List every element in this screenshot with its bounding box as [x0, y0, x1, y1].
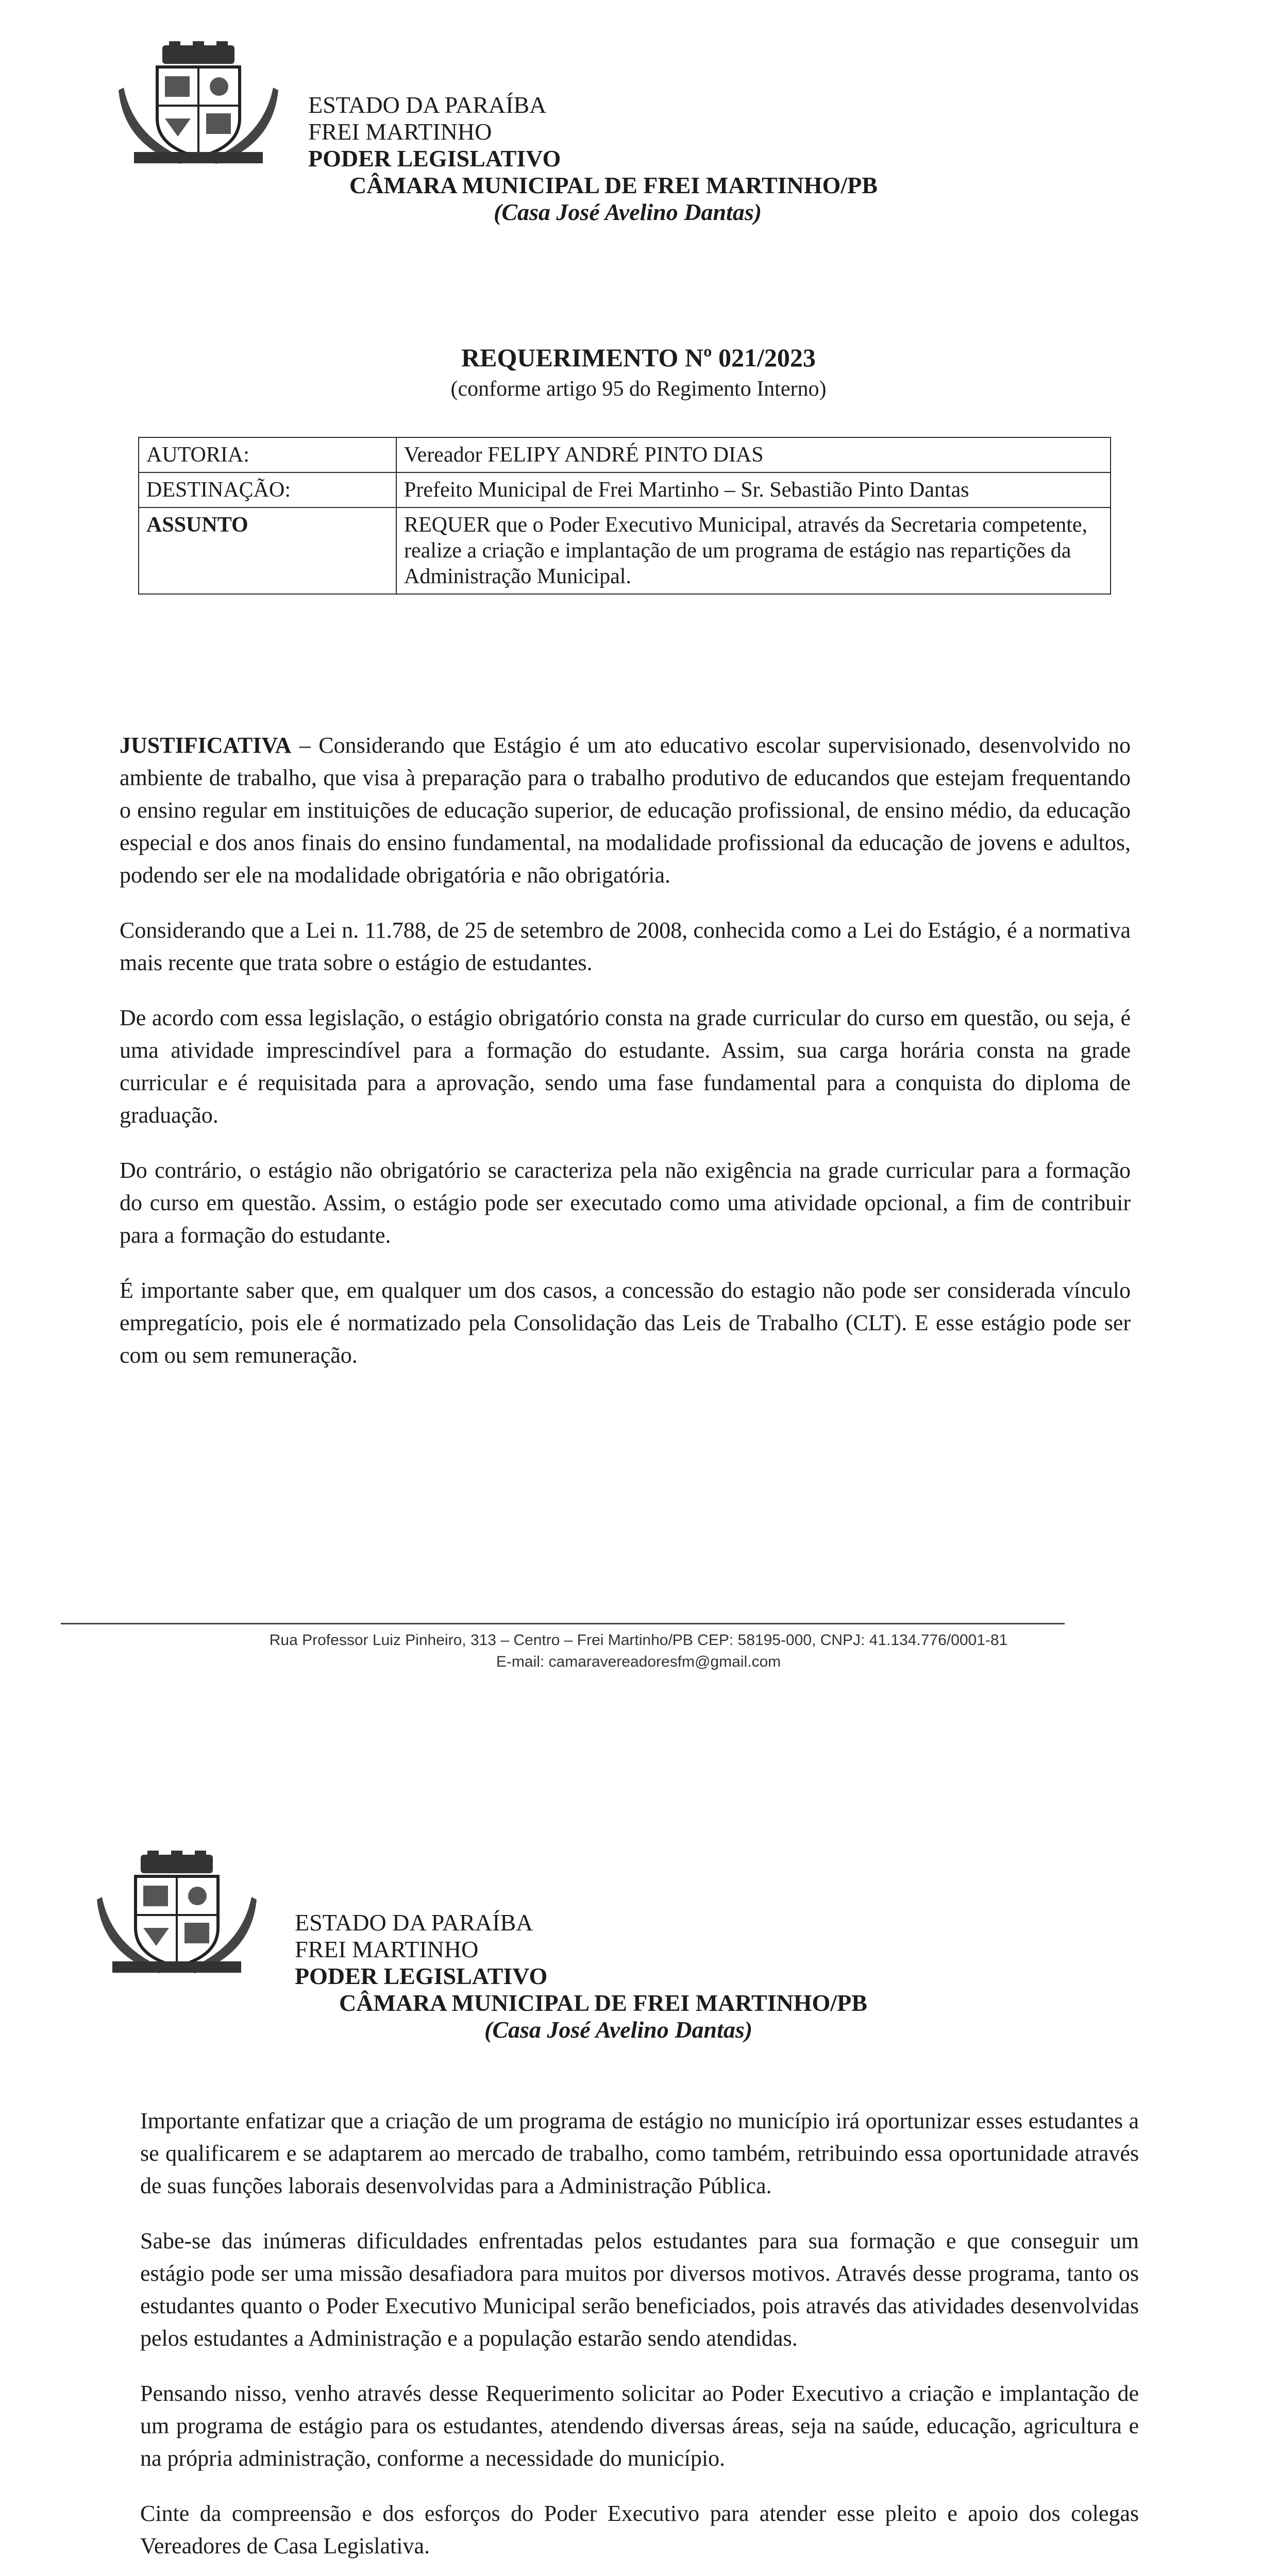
table-value: Prefeito Municipal de Frei Martinho – Sr. Sebastião Pinto Dantas: [396, 472, 1111, 507]
state-name: ESTADO DA PARAÍBA: [295, 1909, 533, 1936]
house-name: (Casa José Avelino Dantas): [484, 2016, 753, 2043]
body-paragraph: Cinte da compreensão e dos esforços do Poder Executivo para atender esse pleito e apoio dos colegas Vereadores de Casa Legislativa.: [140, 2501, 1139, 2558]
letterhead: [308, 92, 878, 226]
footer-address: Rua Professor Luiz Pinheiro, 313 – Centro – Frei Martinho/PB CEP: 58195-000, CNPJ: 41.134.776/0001-81: [269, 1632, 1008, 1649]
letterhead: [295, 1909, 867, 2043]
table-key: ASSUNTO: [139, 507, 396, 594]
footer-divider: [61, 1623, 1065, 1624]
requirement-subtitle: (conforme artigo 95 do Regimento Interno): [450, 377, 827, 401]
request-body: [140, 2105, 1139, 2576]
chamber-name: CÂMARA MUNICIPAL DE FREI MARTINHO/PB: [339, 1990, 867, 2016]
requirement-info-table: [138, 437, 1111, 595]
branch-name: PODER LEGISLATIVO: [308, 145, 561, 172]
house-name: (Casa José Avelino Dantas): [494, 199, 762, 225]
justification-lead: JUSTIFICATIVA: [120, 733, 292, 758]
document-page-2: [0, 1793, 1277, 2576]
requirement-title: REQUERIMENTO Nº 021/2023: [461, 343, 816, 372]
justification-paragraph: [120, 729, 1131, 891]
justification-section: [120, 729, 1131, 1394]
coat-of-arms-icon: [92, 1851, 262, 1974]
table-key: DESTINAÇÃO:: [139, 472, 396, 507]
justification-paragraph: Considerando que a Lei n. 11.788, de 25 de setembro de 2008, conhecida como a Lei do Estágio, é a normativa mais recente que trata sobre o estágio de estudantes.: [120, 918, 1131, 975]
justification-paragraph: É importante saber que, em qualquer um dos casos, a concessão do estagio não pode ser considerada vínculo empregatício, pois ele é normatizado pela Consolidação das Leis de Trabalho (CLT). E esse estágio pode ser com ou sem remuneração.: [120, 1278, 1131, 1368]
footer-email: E-mail: camaravereadoresfm@gmail.com: [496, 1653, 781, 1670]
table-row: [139, 437, 1111, 472]
table-key: AUTORIA:: [139, 437, 396, 472]
justification-paragraph: De acordo com essa legislação, o estágio obrigatório consta na grade curricular do curso em questão, ou seja, é uma atividade imprescindível para a formação do estudante. Assim, sua carga horária consta na grade curricular e é requisitada para a aprovação, sendo uma fase fundamental para a conquista do diploma de graduação.: [120, 1005, 1131, 1128]
coat-of-arms-icon: [113, 41, 283, 165]
table-value: REQUER que o Poder Executivo Municipal, através da Secretaria competente, realize a criação e implantação de um programa de estágio nas repartições da Administração Municipal.: [396, 507, 1111, 594]
body-paragraph: Importante enfatizar que a criação de um programa de estágio no município irá oportunizar esses estudantes a se qualificarem e se adaptarem ao mercado de trabalho, como também, retribuindo essa oportunidade através de suas funções laborais desenvolvidas para a Administração Pública.: [140, 2108, 1139, 2198]
table-value: Vereador FELIPY ANDRÉ PINTO DIAS: [396, 437, 1111, 472]
body-paragraph: Pensando nisso, venho através desse Requerimento solicitar ao Poder Executivo a criação e implantação de um programa de estágio para os estudantes, atendendo diversas áreas, seja na saúde, educação, agricultura e na própria administração, conforme a necessidade do município.: [140, 2381, 1139, 2471]
table-row: [139, 472, 1111, 507]
page-footer: [0, 1630, 1277, 1673]
requirement-heading: [0, 343, 1277, 401]
city-name: FREI MARTINHO: [308, 118, 492, 145]
branch-name: PODER LEGISLATIVO: [295, 1963, 548, 1989]
justification-paragraph: Do contrário, o estágio não obrigatório se caracteriza pela não exigência na grade curricular para a formação do curso em questão. Assim, o estágio pode ser executado como uma atividade opcional, a fim de contribuir para a formação do estudante.: [120, 1158, 1131, 1248]
city-name: FREI MARTINHO: [295, 1936, 479, 1962]
table-row: [139, 507, 1111, 594]
chamber-name: CÂMARA MUNICIPAL DE FREI MARTINHO/PB: [349, 172, 878, 198]
body-paragraph: Sabe-se das inúmeras dificuldades enfrentadas pelos estudantes para sua formação e que conseguir um estágio pode ser uma missão desafiadora para muitos por diversos motivos. Através desse programa, tanto os estudantes quanto o Poder Executivo Municipal serão beneficiados, pois através das atividades desenvolvidas pelos estudantes a Administração e a população estarão sendo atendidas.: [140, 2228, 1139, 2351]
state-name: ESTADO DA PARAÍBA: [308, 92, 547, 118]
justification-text: – Considerando que Estágio é um ato educativo escolar supervisionado, desenvolvido no ambiente de trabalho, que visa à preparação para o trabalho produtivo de educandos que estejam frequentando o ensino regular em instituições de educação superior, de educação profissional, de ensino médio, da educação especial e dos anos finais do ensino fundamental, na modalidade profissional da educação de jovens e adultos, podendo ser ele na modalidade obrigatória e não obrigatória.: [120, 733, 1131, 888]
